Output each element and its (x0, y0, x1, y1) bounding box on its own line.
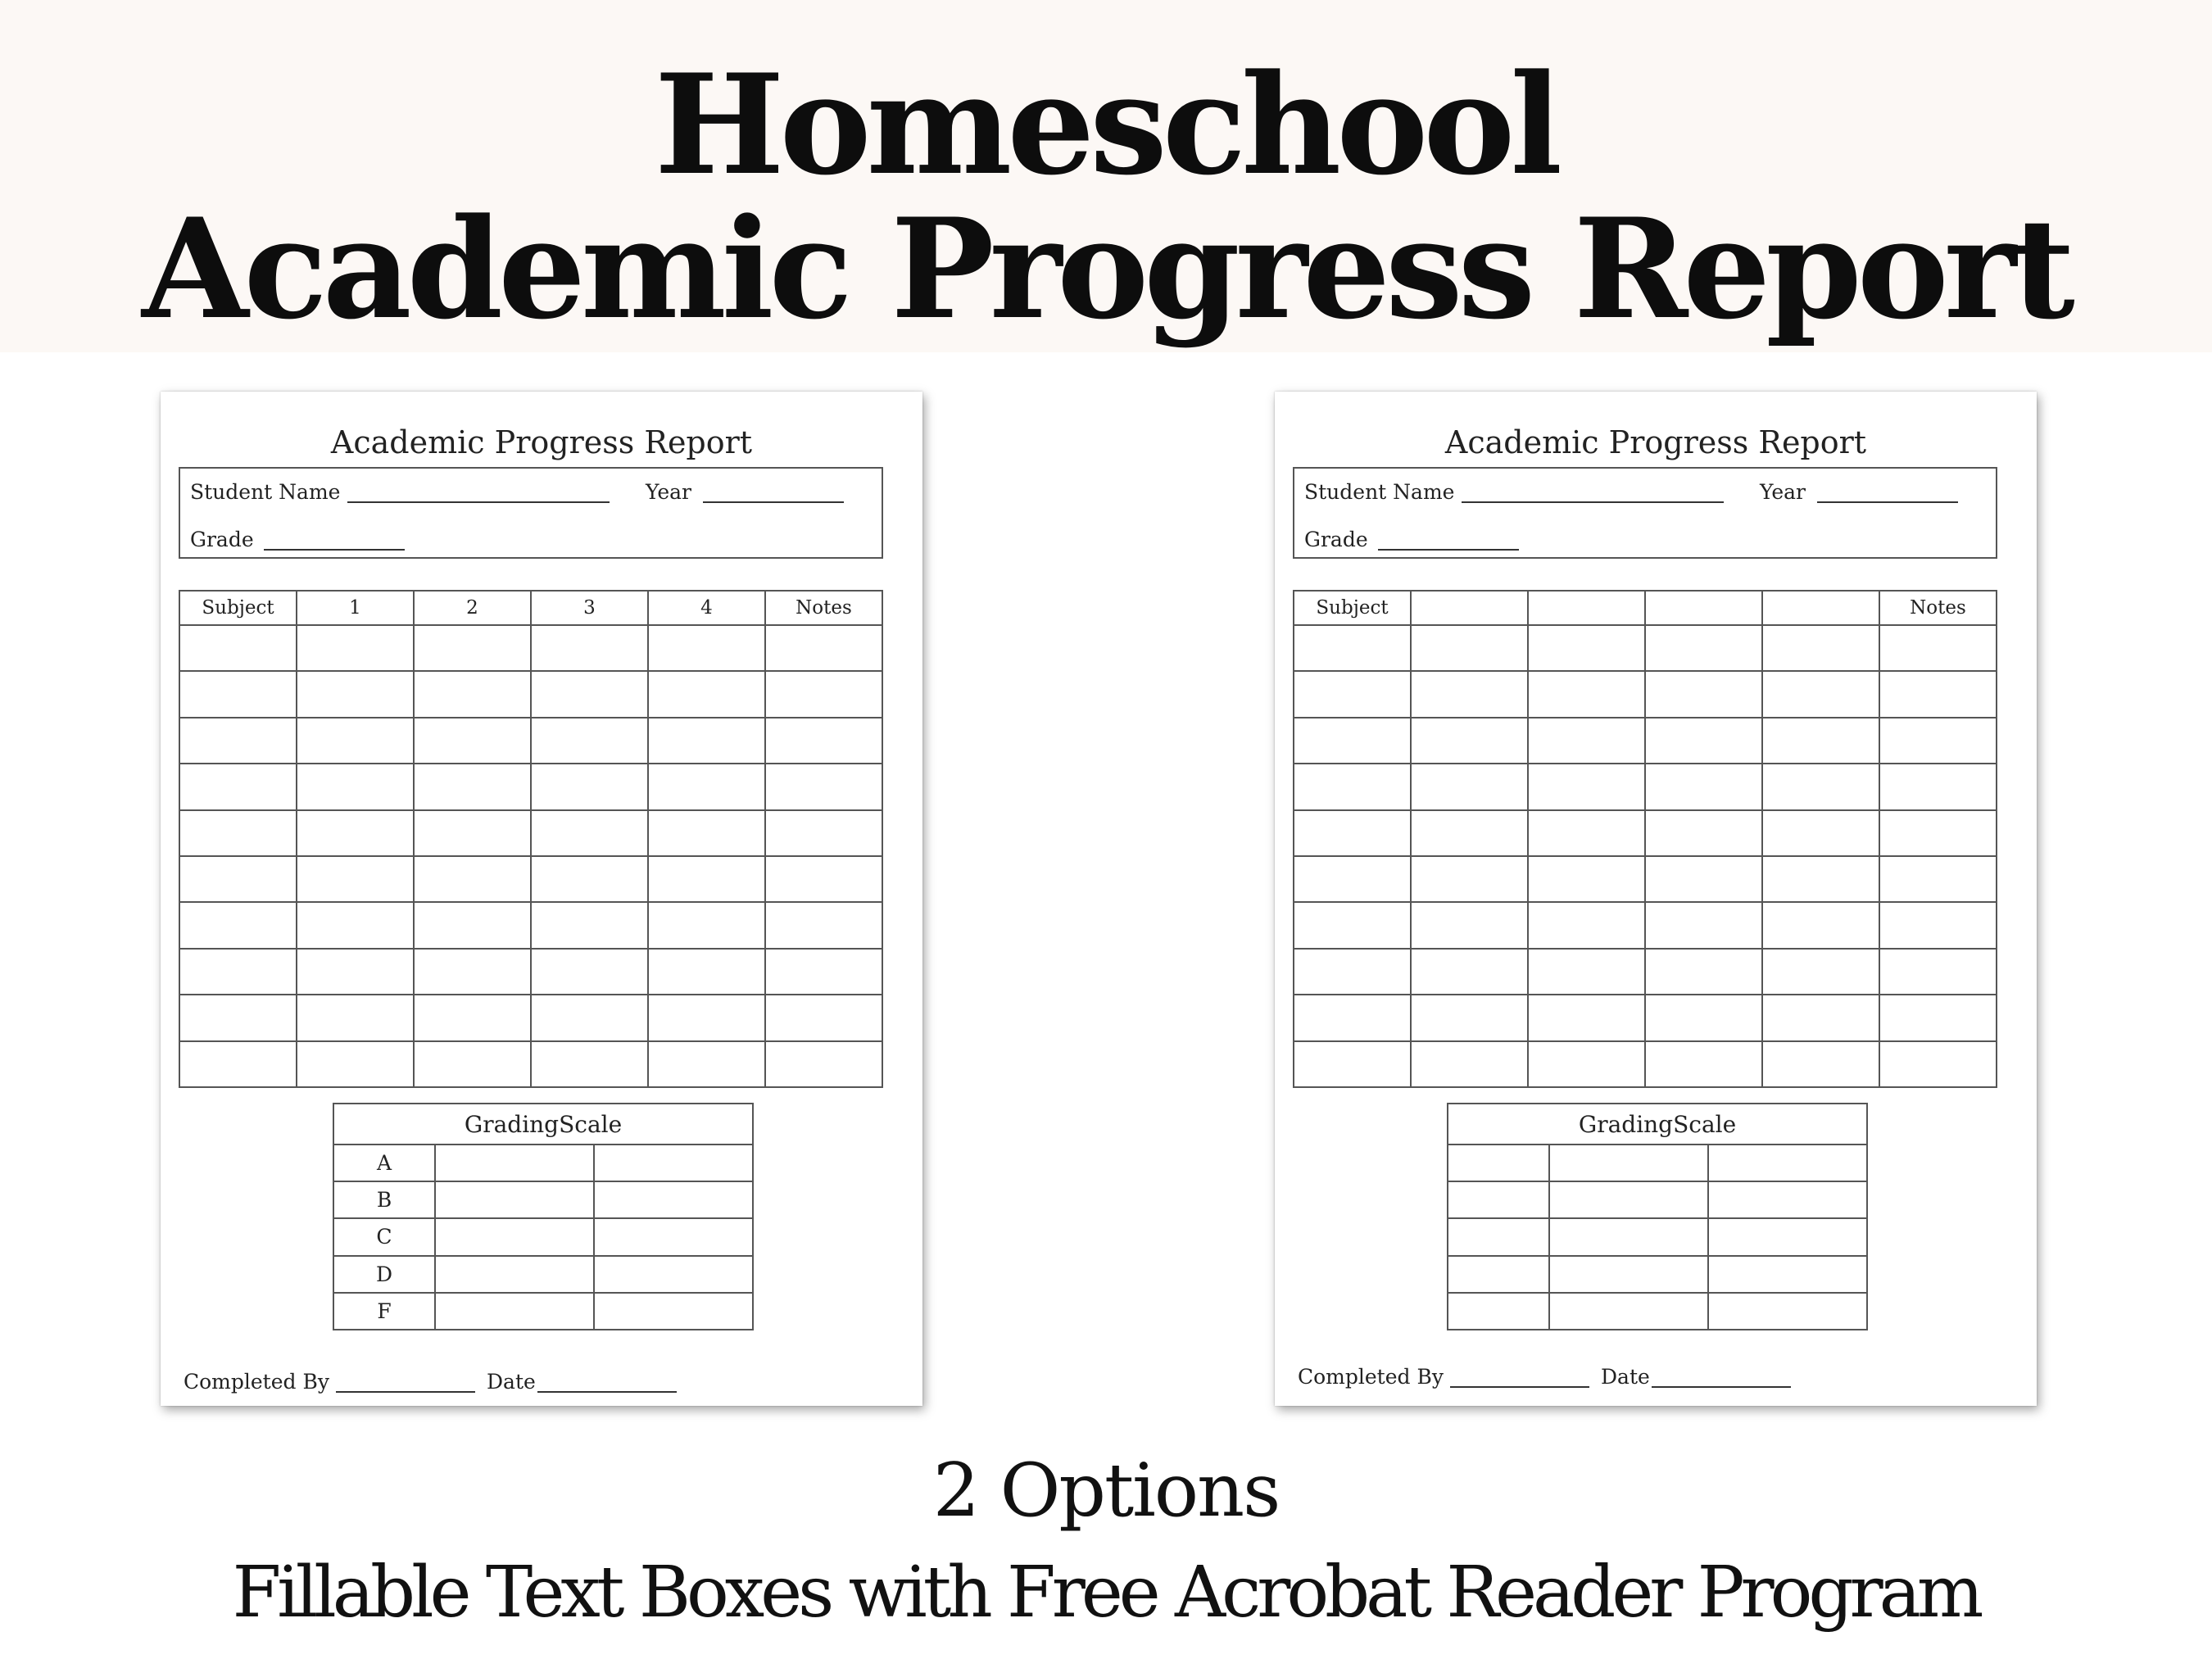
grade-letter: B (333, 1181, 435, 1218)
grade-entry-cell[interactable] (1411, 1041, 1528, 1087)
grade-letter-cell[interactable] (1448, 1145, 1549, 1181)
scale-cell[interactable] (435, 1145, 594, 1181)
grade-entry-cell[interactable] (1294, 671, 1411, 717)
grade-entry-cell[interactable] (179, 764, 297, 809)
grade-entry-cell[interactable] (1879, 625, 1997, 671)
grade-entry-cell[interactable] (414, 949, 531, 995)
grade-entry-cell[interactable] (297, 902, 414, 948)
table-row (179, 718, 882, 764)
student-name-field[interactable] (1462, 501, 1724, 503)
grade-entry-cell[interactable] (648, 856, 765, 902)
grade-entry-cell[interactable] (1411, 810, 1528, 856)
table-row (1294, 902, 1997, 948)
scale-cell[interactable] (1549, 1218, 1708, 1255)
grade-entry-cell[interactable] (179, 856, 297, 902)
grade-entry-cell[interactable] (297, 1041, 414, 1087)
grade-entry-cell[interactable] (531, 902, 648, 948)
grade-entry-cell[interactable] (1528, 810, 1645, 856)
scale-cell[interactable] (1549, 1256, 1708, 1293)
grade-entry-cell[interactable] (648, 764, 765, 809)
column-header-blank[interactable] (1411, 591, 1528, 625)
grading-scale-title: GradingScale (1448, 1104, 1867, 1145)
grade-entry-cell[interactable] (179, 1041, 297, 1087)
grade-entry-cell[interactable] (1411, 764, 1528, 809)
grade-entry-cell[interactable] (765, 718, 882, 764)
grade-entry-cell[interactable] (1762, 902, 1879, 948)
grade-entry-cell[interactable] (1762, 856, 1879, 902)
grade-entry-cell[interactable] (1762, 625, 1879, 671)
grade-entry-cell[interactable] (1294, 902, 1411, 948)
report-sheet-option-2 (1275, 392, 2037, 1406)
grade-entry-cell[interactable] (531, 625, 648, 671)
student-info-box (1293, 467, 1997, 559)
grade-entry-cell[interactable] (1879, 995, 1997, 1040)
grade-entry-cell[interactable] (1645, 718, 1762, 764)
grade-entry-cell[interactable] (1528, 949, 1645, 995)
grade-entry-cell[interactable] (1879, 810, 1997, 856)
year-label: Year (1760, 480, 1806, 504)
subject-grades-table (1293, 590, 1997, 1088)
grade-entry-cell[interactable] (1294, 625, 1411, 671)
grade-entry-cell[interactable] (648, 1041, 765, 1087)
grade-entry-cell[interactable] (1411, 902, 1528, 948)
grade-letter-cell[interactable] (1448, 1256, 1549, 1293)
scale-cell[interactable] (594, 1145, 753, 1181)
grade-entry-cell[interactable] (531, 856, 648, 902)
student-name-label: Student Name (190, 480, 341, 504)
grade-field[interactable] (1378, 549, 1519, 551)
grade-entry-cell[interactable] (297, 625, 414, 671)
table-row (179, 995, 882, 1040)
grade-entry-cell[interactable] (1528, 671, 1645, 717)
grade-letter-cell[interactable] (1448, 1218, 1549, 1255)
column-header-blank[interactable] (1762, 591, 1879, 625)
scale-cell[interactable] (594, 1293, 753, 1330)
table-row (1294, 671, 1997, 717)
grade-entry-cell[interactable] (179, 718, 297, 764)
sheet-title: Academic Progress Report (1444, 424, 1867, 460)
scale-cell[interactable] (1708, 1218, 1867, 1255)
grade-entry-cell[interactable] (1411, 718, 1528, 764)
grade-entry-cell[interactable] (1762, 671, 1879, 717)
grading-scale-title: GradingScale (333, 1104, 753, 1145)
date-field[interactable] (537, 1391, 677, 1393)
table-row (179, 902, 882, 948)
grade-entry-cell[interactable] (1294, 718, 1411, 764)
grade-entry-cell[interactable] (1645, 902, 1762, 948)
grade-entry-cell[interactable] (414, 625, 531, 671)
grade-entry-cell[interactable] (648, 902, 765, 948)
grade-entry-cell[interactable] (414, 810, 531, 856)
grade-entry-cell[interactable] (531, 810, 648, 856)
grade-entry-cell[interactable] (1528, 718, 1645, 764)
grade-entry-cell[interactable] (1411, 671, 1528, 717)
grade-entry-cell[interactable] (297, 995, 414, 1040)
table-row (179, 856, 882, 902)
grade-entry-cell[interactable] (1294, 764, 1411, 809)
grade-entry-cell[interactable] (648, 671, 765, 717)
grade-entry-cell[interactable] (1762, 995, 1879, 1040)
table-body (1294, 625, 1997, 1087)
grade-entry-cell[interactable] (765, 902, 882, 948)
grade-entry-cell[interactable] (1294, 949, 1411, 995)
completed-by-field[interactable] (336, 1391, 475, 1393)
grade-entry-cell[interactable] (1762, 810, 1879, 856)
grade-letter-cell[interactable] (1448, 1293, 1549, 1330)
grading-scale-table (333, 1103, 754, 1330)
grade-letter: A (333, 1145, 435, 1181)
scale-cell[interactable] (1549, 1145, 1708, 1181)
year-label: Year (646, 480, 691, 504)
table-body (179, 625, 882, 1087)
column-header-period-1: 1 (297, 591, 414, 625)
grade-label: Grade (1304, 528, 1368, 551)
grade-entry-cell[interactable] (1879, 718, 1997, 764)
grade-entry-cell[interactable] (414, 856, 531, 902)
date-label: Date (487, 1370, 536, 1394)
grade-entry-cell[interactable] (1879, 1041, 1997, 1087)
grade-entry-cell[interactable] (414, 764, 531, 809)
grade-entry-cell[interactable] (1528, 902, 1645, 948)
column-header-subject: Subject (179, 591, 297, 625)
column-header-notes: Notes (765, 591, 882, 625)
completed-by-label: Completed By (184, 1370, 329, 1394)
grade-entry-cell[interactable] (648, 810, 765, 856)
grade-entry-cell[interactable] (297, 810, 414, 856)
grade-entry-cell[interactable] (648, 718, 765, 764)
grade-entry-cell[interactable] (179, 995, 297, 1040)
grade-entry-cell[interactable] (297, 671, 414, 717)
scale-cell[interactable] (1708, 1145, 1867, 1181)
grade-entry-cell[interactable] (1645, 949, 1762, 995)
grade-entry-cell[interactable] (1294, 1041, 1411, 1087)
grade-entry-cell[interactable] (1879, 902, 1997, 948)
scale-cell[interactable] (1708, 1256, 1867, 1293)
student-name-field[interactable] (347, 501, 610, 503)
scale-cell[interactable] (594, 1256, 753, 1293)
grading-scale-table (1447, 1103, 1868, 1330)
grade-entry-cell[interactable] (1411, 856, 1528, 902)
table-row (179, 625, 882, 671)
grade-entry-cell[interactable] (1879, 764, 1997, 809)
column-header-blank[interactable] (1645, 591, 1762, 625)
grade-letter: D (333, 1256, 435, 1293)
grade-entry-cell[interactable] (765, 995, 882, 1040)
scale-cell[interactable] (435, 1218, 594, 1255)
grade-entry-cell[interactable] (531, 718, 648, 764)
year-field[interactable] (703, 501, 844, 503)
scale-cell[interactable] (435, 1256, 594, 1293)
grade-entry-cell[interactable] (297, 856, 414, 902)
column-header-period-3: 3 (531, 591, 648, 625)
table-row (1294, 764, 1997, 809)
grade-entry-cell[interactable] (1645, 810, 1762, 856)
scale-cell[interactable] (594, 1181, 753, 1218)
subject-grades-table (179, 590, 883, 1088)
grade-letter-cell[interactable] (1448, 1181, 1549, 1218)
table-row (1294, 949, 1997, 995)
table-row (1294, 625, 1997, 671)
scale-cell[interactable] (594, 1218, 753, 1255)
grade-entry-cell[interactable] (1528, 856, 1645, 902)
grade-letter: C (333, 1218, 435, 1255)
grade-letter: F (333, 1293, 435, 1330)
grade-entry-cell[interactable] (1645, 995, 1762, 1040)
grade-entry-cell[interactable] (765, 764, 882, 809)
completed-by-field[interactable] (1450, 1386, 1589, 1388)
student-name-label: Student Name (1304, 480, 1455, 504)
table-row (1294, 810, 1997, 856)
grade-entry-cell[interactable] (414, 1041, 531, 1087)
sheet-title: Academic Progress Report (330, 424, 753, 460)
grade-entry-cell[interactable] (531, 764, 648, 809)
student-info-box (179, 467, 883, 559)
year-field[interactable] (1817, 501, 1958, 503)
grade-entry-cell[interactable] (297, 718, 414, 764)
column-header-blank[interactable] (1528, 591, 1645, 625)
grade-entry-cell[interactable] (297, 949, 414, 995)
grade-entry-cell[interactable] (765, 949, 882, 995)
grade-entry-cell[interactable] (1645, 1041, 1762, 1087)
date-field[interactable] (1652, 1386, 1791, 1388)
grade-entry-cell[interactable] (179, 902, 297, 948)
grade-entry-cell[interactable] (1645, 671, 1762, 717)
table-row (1294, 856, 1997, 902)
table-row (1294, 718, 1997, 764)
scale-cell[interactable] (435, 1293, 594, 1330)
table-row (1294, 1041, 1997, 1087)
report-sheet-option-1 (161, 392, 922, 1406)
table-row (179, 764, 882, 809)
grade-entry-cell[interactable] (1294, 810, 1411, 856)
grade-entry-cell[interactable] (179, 625, 297, 671)
table-row (179, 1041, 882, 1087)
grade-entry-cell[interactable] (1879, 856, 1997, 902)
grade-entry-cell[interactable] (414, 718, 531, 764)
scale-cell[interactable] (1549, 1293, 1708, 1330)
column-header-period-4: 4 (648, 591, 765, 625)
grade-entry-cell[interactable] (179, 671, 297, 717)
options-caption: 2 Options (932, 1448, 1280, 1534)
scale-cell[interactable] (1708, 1181, 1867, 1218)
completed-by-label: Completed By (1298, 1365, 1444, 1389)
grade-field[interactable] (264, 549, 405, 551)
date-label: Date (1601, 1365, 1650, 1389)
scale-cell[interactable] (1549, 1181, 1708, 1218)
scale-cell[interactable] (1708, 1293, 1867, 1330)
grade-entry-cell[interactable] (1762, 718, 1879, 764)
grade-entry-cell[interactable] (414, 671, 531, 717)
table-row (179, 810, 882, 856)
grade-entry-cell[interactable] (648, 625, 765, 671)
grade-entry-cell[interactable] (1411, 949, 1528, 995)
grade-entry-cell[interactable] (765, 810, 882, 856)
grade-entry-cell[interactable] (1879, 671, 1997, 717)
grade-entry-cell[interactable] (531, 1041, 648, 1087)
grade-entry-cell[interactable] (297, 764, 414, 809)
grade-entry-cell[interactable] (179, 810, 297, 856)
grade-entry-cell[interactable] (1528, 1041, 1645, 1087)
grade-entry-cell[interactable] (1294, 856, 1411, 902)
grade-label: Grade (190, 528, 254, 551)
grade-entry-cell[interactable] (1528, 995, 1645, 1040)
grade-entry-cell[interactable] (765, 856, 882, 902)
grade-entry-cell[interactable] (765, 625, 882, 671)
grade-entry-cell[interactable] (1645, 764, 1762, 809)
grade-entry-cell[interactable] (1411, 995, 1528, 1040)
grade-entry-cell[interactable] (1294, 995, 1411, 1040)
grade-entry-cell[interactable] (1528, 764, 1645, 809)
grade-entry-cell[interactable] (179, 949, 297, 995)
grade-entry-cell[interactable] (1645, 625, 1762, 671)
grade-entry-cell[interactable] (531, 671, 648, 717)
grade-entry-cell[interactable] (1528, 625, 1645, 671)
column-header-subject: Subject (1294, 591, 1411, 625)
grade-entry-cell[interactable] (1645, 856, 1762, 902)
grade-entry-cell[interactable] (531, 995, 648, 1040)
grade-entry-cell[interactable] (1762, 764, 1879, 809)
grade-entry-cell[interactable] (765, 1041, 882, 1087)
grade-entry-cell[interactable] (414, 902, 531, 948)
grade-entry-cell[interactable] (531, 949, 648, 995)
grade-entry-cell[interactable] (414, 995, 531, 1040)
column-header-notes: Notes (1879, 591, 1997, 625)
column-header-period-2: 2 (414, 591, 531, 625)
table-row (179, 949, 882, 995)
grade-entry-cell[interactable] (648, 949, 765, 995)
grade-entry-cell[interactable] (765, 671, 882, 717)
table-row (1294, 995, 1997, 1040)
grade-entry-cell[interactable] (648, 995, 765, 1040)
main-title-line-2: Academic Progress Report (142, 188, 2070, 350)
grade-entry-cell[interactable] (1879, 949, 1997, 995)
grade-entry-cell[interactable] (1411, 625, 1528, 671)
scale-cell[interactable] (435, 1181, 594, 1218)
grade-entry-cell[interactable] (1762, 1041, 1879, 1087)
table-row (179, 671, 882, 717)
grade-entry-cell[interactable] (1762, 949, 1879, 995)
tagline-caption: Fillable Text Boxes with Free Acrobat Reader Program (232, 1552, 1980, 1634)
main-title-line-1: Homeschool (654, 43, 1558, 206)
